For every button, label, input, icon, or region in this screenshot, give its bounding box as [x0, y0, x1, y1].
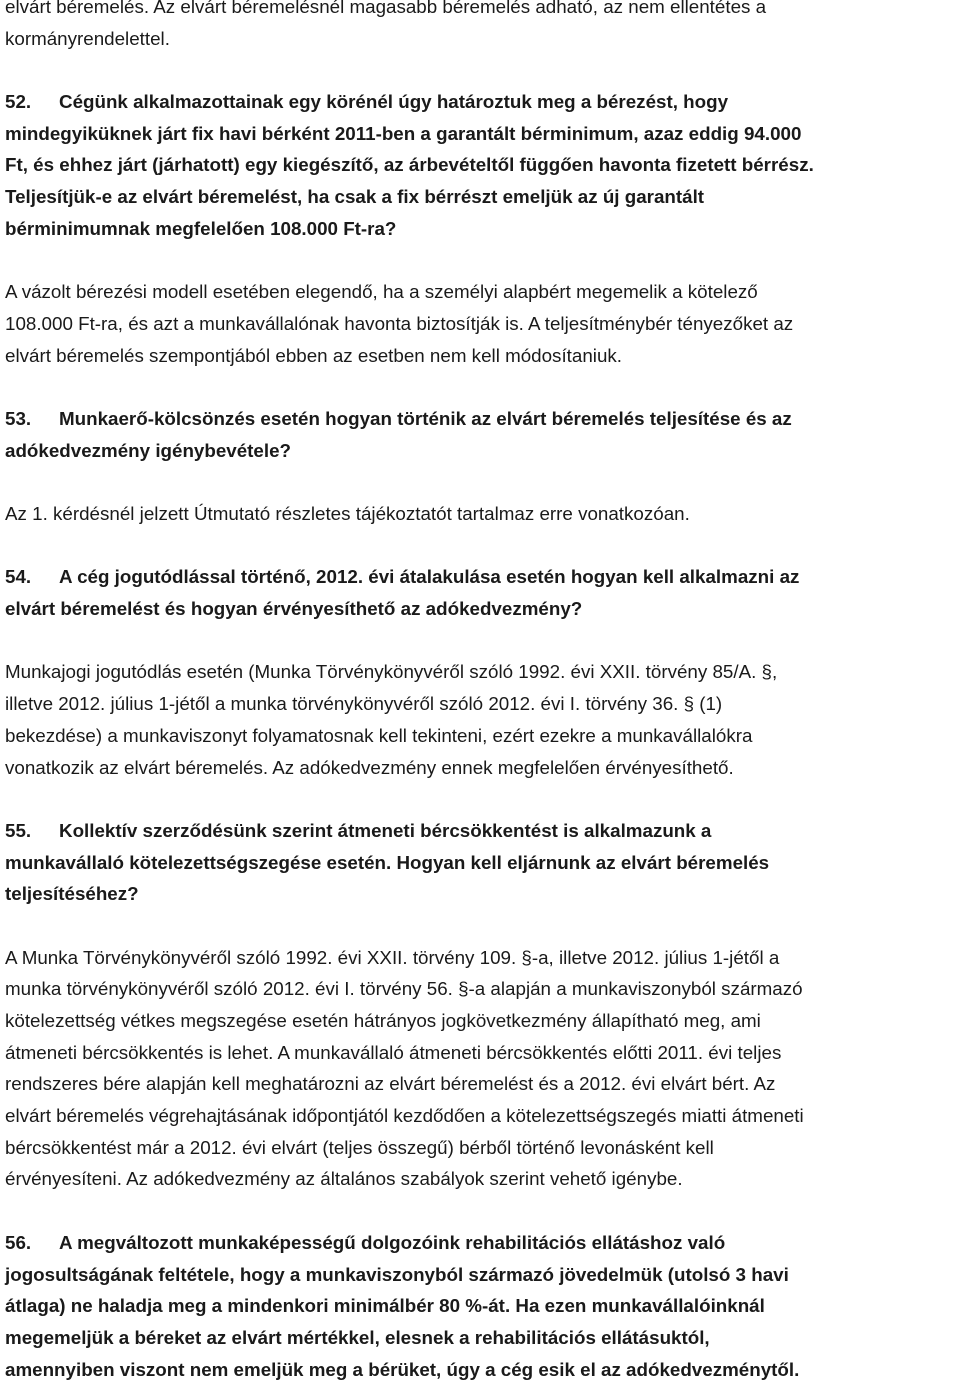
- line-text: jogosultságának feltétele, hogy a munkaviszonyból származó jövedelmük (utolsó 3 havi: [5, 1263, 789, 1285]
- paragraph-gap: [5, 371, 955, 403]
- text-line: [5, 847, 955, 879]
- text-line: [5, 276, 955, 308]
- line-text: bérminimumnak megfelelően 108.000 Ft-ra?: [5, 217, 397, 239]
- text-line: [5, 752, 955, 784]
- line-text: A megváltozott munkaképességű dolgozóink rehabilitációs ellátáshoz való: [59, 1231, 726, 1253]
- text-line: [5, 1068, 955, 1100]
- paragraph-gap: [5, 910, 955, 942]
- line-text: mindegyiküknek járt fix havi bérként 2011-ben a garantált bérminimum, azaz eddig 94.000: [5, 122, 802, 144]
- question-paragraph: [5, 1227, 955, 1385]
- line-text: Teljesítjük-e az elvárt béremelést, ha csak a fix bérrészt emeljük az új garantált: [5, 186, 705, 208]
- answer-paragraph: [5, 0, 955, 54]
- document-page: [5, 0, 955, 1385]
- line-text: elvárt béremelés végrehajtásának időpontjától kezdődően a kötelezettségszegés miatti átmeneti: [5, 1105, 804, 1127]
- line-text: átmeneti bércsökkentés is lehet. A munkavállaló átmeneti bércsökkentés előtti 2011. évi teljes: [5, 1041, 782, 1063]
- text-line: [5, 815, 955, 847]
- paragraph-gap: [5, 466, 955, 498]
- line-text: elvárt béremelés. Az elvárt béremelésnél magasabb béremelés adható, az nem ellentétes a: [5, 0, 767, 17]
- text-line: [5, 213, 955, 245]
- text-line: [5, 656, 955, 688]
- question-paragraph: [5, 561, 955, 624]
- line-text: átlaga) ne haladja meg a mindenkori minimálbér 80 %-át. Ha ezen munkavállalóinknál: [5, 1295, 765, 1317]
- text-line: [5, 1005, 955, 1037]
- text-line: [5, 86, 955, 118]
- line-text: munkavállaló kötelezettségszegése esetén. Hogyan kell eljárnunk az elvárt béremelés: [5, 851, 770, 873]
- text-line: [5, 1037, 955, 1069]
- text-line: [5, 118, 955, 150]
- text-line: [5, 0, 955, 23]
- line-text: Az 1. kérdésnél jelzett Útmutató részletes tájékoztatót tartalmaz erre vonatkozóan.: [5, 503, 690, 524]
- text-line: [5, 1322, 955, 1354]
- line-text: A Munka Törvénykönyvéről szóló 1992. évi XXII. törvény 109. §-a, illetve 2012. július 1-jétől a: [5, 946, 780, 968]
- line-text: 108.000 Ft-ra, és azt a munkavállalónak havonta biztosítják is. A teljesítménybér tényezőket az: [5, 312, 794, 334]
- line-text: munka törvénykönyvéről szóló 2012. évi I. törvény 56. §-a alapján a munkaviszonyból származó: [5, 978, 803, 1000]
- text-line: [5, 720, 955, 752]
- text-line: [5, 593, 955, 625]
- question-number: 52.: [5, 91, 32, 113]
- text-line: [5, 561, 955, 593]
- text-line: [5, 1132, 955, 1164]
- text-line: [5, 1227, 955, 1259]
- line-text: illetve 2012. július 1-jétől a munka törvénykönyvéről szóló 2012. évi I. törvény 36. § (1): [5, 693, 723, 715]
- line-text: elvárt béremelés szempontjából ebben az esetben nem kell módosítaniuk.: [5, 344, 623, 366]
- text-line: [5, 181, 955, 213]
- answer-paragraph: [5, 942, 955, 1196]
- text-line: [5, 1290, 955, 1322]
- text-line: [5, 688, 955, 720]
- line-text: Munkaerő-kölcsönzés esetén hogyan történik az elvárt béremelés teljesítése és az: [59, 407, 792, 429]
- line-text: Kollektív szerződésünk szerint átmeneti bércsökkentést is alkalmazunk a: [59, 819, 712, 841]
- line-text: amennyiben viszont nem emeljük meg a bérüket, úgy a cég esik el az adókedvezménytől.: [5, 1358, 800, 1380]
- line-text: rendszeres bére alapján kell meghatározni az elvárt béremelést és a 2012. évi elvárt bért. Az: [5, 1073, 776, 1095]
- answer-paragraph: [5, 656, 955, 783]
- text-line: [5, 878, 955, 910]
- line-text: Cégünk alkalmazottainak egy körénél úgy határoztuk meg a bérezést, hogy: [59, 91, 729, 113]
- question-number: 55.: [5, 819, 32, 841]
- text-line: [5, 498, 955, 530]
- question-paragraph: [5, 403, 955, 466]
- text-line: [5, 1354, 955, 1386]
- line-text: Munkajogi jogutódlás esetén (Munka Törvénykönyvéről szóló 1992. évi XXII. törvény 85/A. §,: [5, 661, 778, 683]
- paragraph-gap: [5, 783, 955, 815]
- line-text: elvárt béremelést és hogyan érvényesíthető az adókedvezmény?: [5, 598, 583, 620]
- answer-paragraph: [5, 276, 955, 371]
- text-line: [5, 435, 955, 467]
- text-line: [5, 942, 955, 974]
- question-number: 54.: [5, 566, 32, 588]
- line-text: A vázolt bérezési modell esetében elegendő, ha a személyi alapbért megemelik a kötelező: [5, 281, 758, 303]
- question-number: 53.: [5, 407, 32, 429]
- line-text: vonatkozik az elvárt béremelés. Az adókedvezmény ennek megfelelően érvényesíthető.: [5, 756, 734, 778]
- question-paragraph: [5, 815, 955, 910]
- line-text: Ft, és ehhez járt (járhatott) egy kiegészítő, az árbevételtől függően havonta fizetett bérrész.: [5, 154, 814, 176]
- paragraph-gap: [5, 54, 955, 86]
- question-paragraph: [5, 86, 955, 244]
- text-line: [5, 1259, 955, 1291]
- text-line: [5, 1100, 955, 1132]
- text-line: [5, 1163, 955, 1195]
- line-text: teljesítéséhez?: [5, 883, 139, 905]
- question-number: 56.: [5, 1231, 32, 1253]
- line-text: kormányrendelettel.: [5, 27, 170, 49]
- line-text: A cég jogutódlással történő, 2012. évi átalakulása esetén hogyan kell alkalmazni az: [59, 566, 800, 588]
- text-line: [5, 973, 955, 1005]
- line-text: adókedvezmény igénybevétele?: [5, 439, 292, 461]
- paragraph-gap: [5, 1195, 955, 1227]
- paragraph-gap: [5, 530, 955, 562]
- text-line: [5, 340, 955, 372]
- line-text: kötelezettség vétkes megszegése esetén hátrányos jogkövetkezmény állapítható meg, ami: [5, 1010, 761, 1031]
- paragraph-gap: [5, 625, 955, 657]
- text-line: [5, 403, 955, 435]
- line-text: bekezdése) a munkaviszonyt folyamatosnak kell tekinteni, ezért ezekre a munkavállalókra: [5, 724, 753, 746]
- text-line: [5, 23, 955, 55]
- line-text: bércsökkentést már a 2012. évi elvárt (teljes összegű) bérből történő levonásként kell: [5, 1136, 714, 1158]
- answer-paragraph: [5, 498, 955, 530]
- line-text: érvényesíteni. Az adókedvezmény az általános szabályok szerint vehető igénybe.: [5, 1168, 683, 1190]
- paragraph-gap: [5, 245, 955, 277]
- line-text: megemeljük a béreket az elvárt mértékkel, elesnek a rehabilitációs ellátásuktól,: [5, 1326, 710, 1348]
- text-line: [5, 308, 955, 340]
- text-line: [5, 149, 955, 181]
